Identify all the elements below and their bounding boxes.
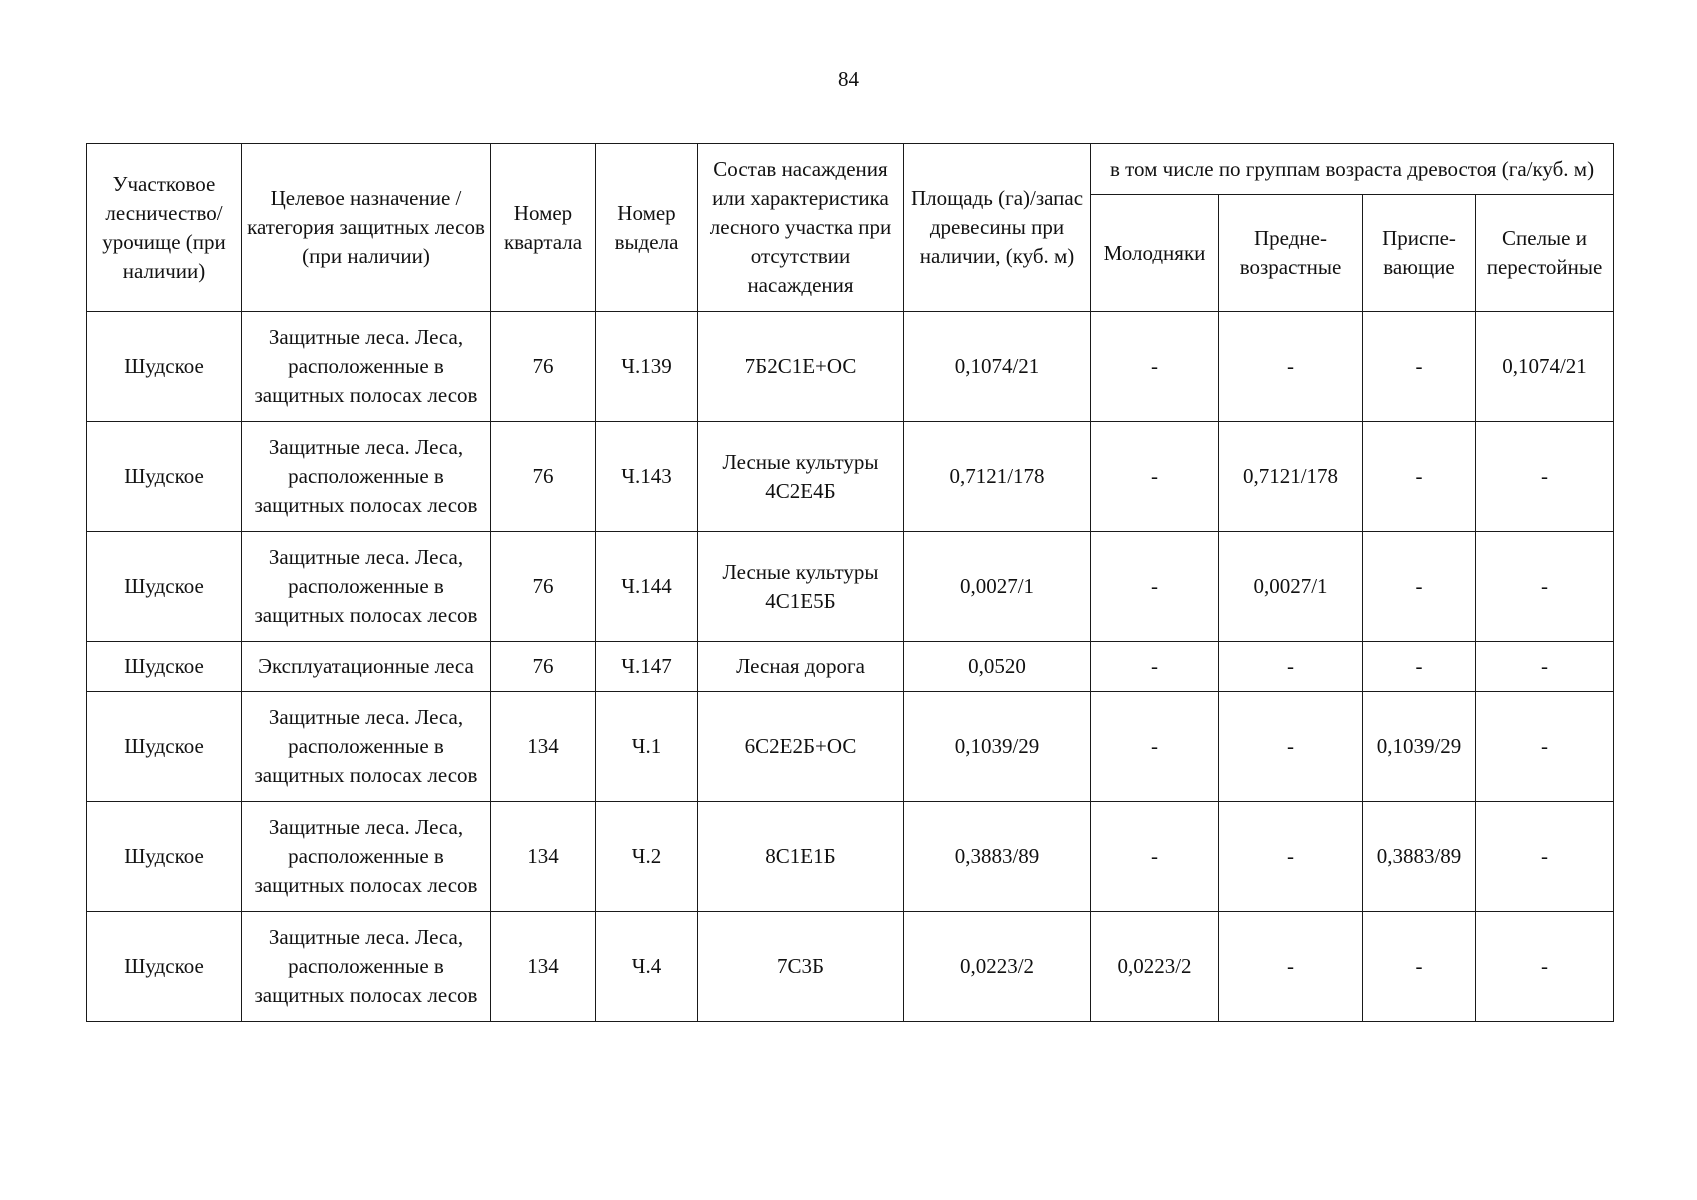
cell-quarter: 134 — [491, 912, 596, 1022]
cell-maturing: - — [1363, 912, 1476, 1022]
table-row — [87, 802, 1614, 912]
cell-area: 0,0027/1 — [904, 532, 1091, 642]
cell-purpose: Эксплуатационные леса — [242, 642, 491, 692]
cell-young: - — [1091, 312, 1219, 422]
page-number: 84 — [838, 67, 859, 91]
cell-quarter: 134 — [491, 802, 596, 912]
header-quarter: Номер квартала — [491, 144, 596, 312]
cell-composition: 7С3Б — [698, 912, 904, 1022]
cell-purpose: Защитные леса. Леса, расположенные в защитных полосах лесов — [242, 912, 491, 1022]
cell-composition: Лесные культуры 4С1Е5Б — [698, 532, 904, 642]
cell-district: Шудское — [87, 312, 242, 422]
cell-section: Ч.143 — [596, 422, 698, 532]
cell-district: Шудское — [87, 912, 242, 1022]
cell-maturing: - — [1363, 422, 1476, 532]
cell-composition: Лесные культуры 4С2Е4Б — [698, 422, 904, 532]
cell-middle-aged: - — [1219, 912, 1363, 1022]
cell-district: Шудское — [87, 692, 242, 802]
cell-composition: 6С2Е2Б+ОС — [698, 692, 904, 802]
cell-young: - — [1091, 422, 1219, 532]
table-row — [87, 642, 1614, 692]
cell-district: Шудское — [87, 802, 242, 912]
cell-mature: - — [1476, 532, 1614, 642]
cell-quarter: 134 — [491, 692, 596, 802]
header-middle-aged: Предне- возрастные — [1219, 195, 1363, 312]
table-row — [87, 692, 1614, 802]
cell-middle-aged: 0,7121/178 — [1219, 422, 1363, 532]
cell-mature: - — [1476, 912, 1614, 1022]
cell-maturing: 0,3883/89 — [1363, 802, 1476, 912]
cell-purpose: Защитные леса. Леса, расположенные в защитных полосах лесов — [242, 422, 491, 532]
cell-young: - — [1091, 802, 1219, 912]
header-age-groups: в том числе по группам возраста древостоя (га/куб. м) — [1091, 144, 1614, 195]
cell-quarter: 76 — [491, 312, 596, 422]
cell-area: 0,0223/2 — [904, 912, 1091, 1022]
header-maturing: Приспе- вающие — [1363, 195, 1476, 312]
cell-district: Шудское — [87, 422, 242, 532]
cell-section: Ч.144 — [596, 532, 698, 642]
cell-composition: 7Б2С1Е+ОС — [698, 312, 904, 422]
cell-section: Ч.147 — [596, 642, 698, 692]
cell-young: - — [1091, 532, 1219, 642]
cell-section: Ч.139 — [596, 312, 698, 422]
table-row — [87, 312, 1614, 422]
header-district: Участковое лесничество/ урочище (при наличии) — [87, 144, 242, 312]
table-body — [87, 312, 1614, 1022]
cell-mature: - — [1476, 422, 1614, 532]
cell-purpose: Защитные леса. Леса, расположенные в защитных полосах лесов — [242, 532, 491, 642]
cell-area: 0,7121/178 — [904, 422, 1091, 532]
cell-purpose: Защитные леса. Леса, расположенные в защитных полосах лесов — [242, 312, 491, 422]
cell-maturing: 0,1039/29 — [1363, 692, 1476, 802]
cell-mature: - — [1476, 802, 1614, 912]
header-young: Молодняки — [1091, 195, 1219, 312]
cell-mature: - — [1476, 692, 1614, 802]
cell-maturing: - — [1363, 312, 1476, 422]
cell-quarter: 76 — [491, 642, 596, 692]
table-row — [87, 422, 1614, 532]
table-header — [87, 144, 1614, 312]
cell-composition: Лесная дорога — [698, 642, 904, 692]
header-purpose: Целевое назначение / категория защитных лесов (при наличии) — [242, 144, 491, 312]
cell-middle-aged: - — [1219, 802, 1363, 912]
cell-maturing: - — [1363, 642, 1476, 692]
table-row — [87, 912, 1614, 1022]
cell-middle-aged: 0,0027/1 — [1219, 532, 1363, 642]
header-area: Площадь (га)/запас древесины при наличии, (куб. м) — [904, 144, 1091, 312]
cell-mature: - — [1476, 642, 1614, 692]
cell-section: Ч.1 — [596, 692, 698, 802]
table-row — [87, 532, 1614, 642]
cell-area: 0,1039/29 — [904, 692, 1091, 802]
header-section: Номер выдела — [596, 144, 698, 312]
cell-young: - — [1091, 692, 1219, 802]
cell-maturing: - — [1363, 532, 1476, 642]
cell-middle-aged: - — [1219, 692, 1363, 802]
header-composition: Состав насаждения или характеристика лесного участка при отсутствии насаждения — [698, 144, 904, 312]
cell-district: Шудское — [87, 642, 242, 692]
cell-section: Ч.2 — [596, 802, 698, 912]
cell-quarter: 76 — [491, 422, 596, 532]
cell-young: - — [1091, 642, 1219, 692]
cell-section: Ч.4 — [596, 912, 698, 1022]
cell-district: Шудское — [87, 532, 242, 642]
cell-middle-aged: - — [1219, 642, 1363, 692]
cell-area: 0,0520 — [904, 642, 1091, 692]
header-mature: Спелые и перестойные — [1476, 195, 1614, 312]
cell-middle-aged: - — [1219, 312, 1363, 422]
cell-young: 0,0223/2 — [1091, 912, 1219, 1022]
forest-plots-table — [86, 143, 1614, 1022]
cell-quarter: 76 — [491, 532, 596, 642]
cell-mature: 0,1074/21 — [1476, 312, 1614, 422]
cell-purpose: Защитные леса. Леса, расположенные в защитных полосах лесов — [242, 692, 491, 802]
cell-area: 0,1074/21 — [904, 312, 1091, 422]
cell-area: 0,3883/89 — [904, 802, 1091, 912]
cell-composition: 8С1Е1Б — [698, 802, 904, 912]
header-row — [87, 144, 1614, 195]
cell-purpose: Защитные леса. Леса, расположенные в защитных полосах лесов — [242, 802, 491, 912]
